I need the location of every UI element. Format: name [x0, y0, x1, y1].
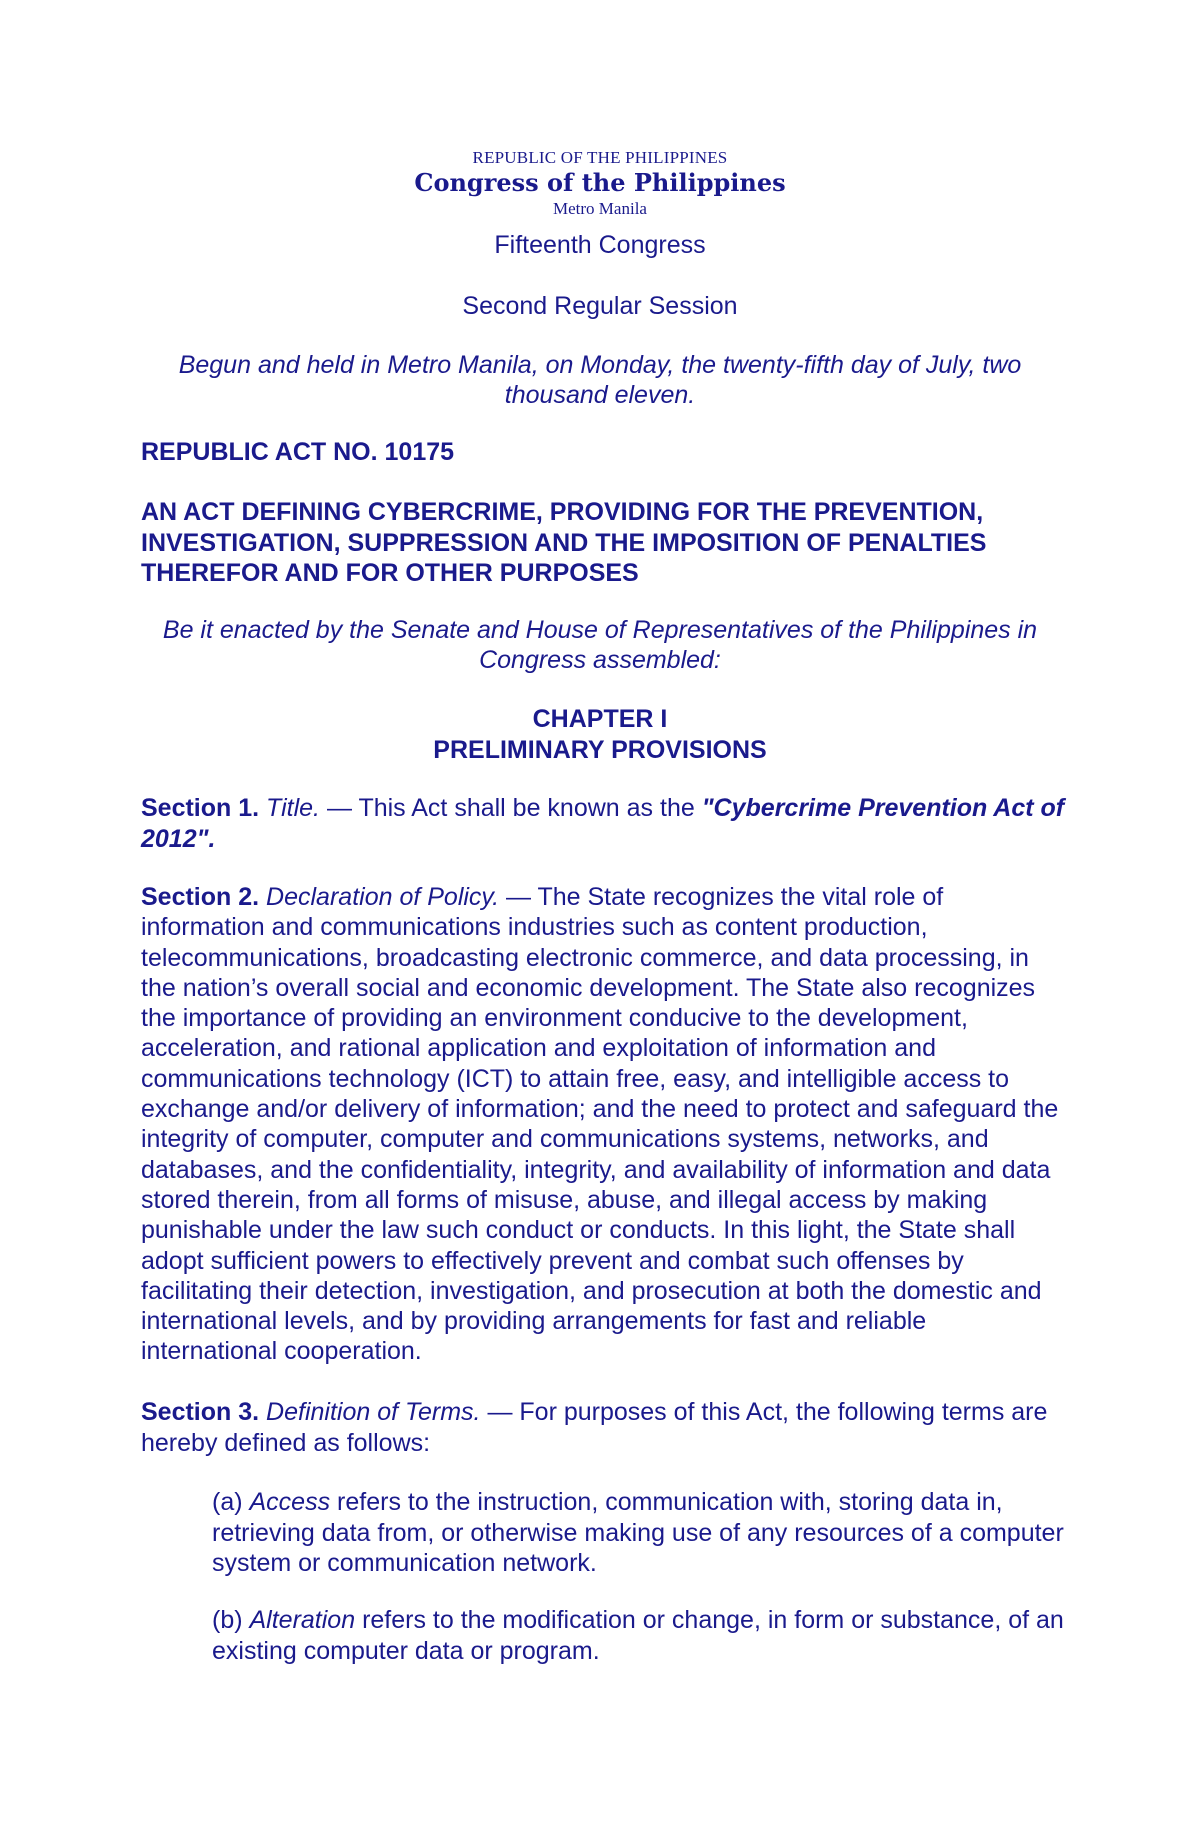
enacting-clause: Be it enacted by the Senate and House of Representatives of the Philippines in Congress assembled: [162, 616, 1038, 674]
definition-term: Access [249, 1488, 331, 1516]
session-name: Second Regular Session [462, 292, 738, 320]
definition-marker: (a) [212, 1488, 250, 1516]
congress-number: Fifteenth Congress [494, 231, 706, 259]
letterhead-city: Metro Manila [553, 199, 647, 218]
chapter-title: PRELIMINARY PROVISIONS [433, 736, 767, 764]
definition-marker: (b) [212, 1606, 250, 1634]
section-2 [141, 882, 1066, 1367]
section-2-heading: Declaration of Policy. [266, 883, 500, 911]
chapter-number: CHAPTER I [532, 705, 668, 733]
section-3-text: — For purposes of this Act, the following terms are hereby defined as follows: [141, 1398, 1048, 1457]
section-1-heading: Title. [266, 794, 321, 822]
begun-clause: Begun and held in Metro Manila, on Monday, the twenty-fifth day of July, two thousand eleven. [178, 351, 1022, 409]
definition-text: refers to the modification or change, in form or substance, of an existing computer data or program. [212, 1606, 1064, 1665]
section-1-label: Section 1. [141, 794, 260, 822]
definition-access [212, 1487, 1072, 1579]
section-1-short-title: "Cybercrime Prevention Act of 2012". [141, 794, 1065, 853]
act-number: REPUBLIC ACT NO. 10175 [141, 438, 455, 466]
act-title: AN ACT DEFINING CYBERCRIME, PROVIDING FOR THE PREVENTION, INVESTIGATION, SUPPRESSION AND THE IMPOSITION OF PENALTIES THEREFOR AND FOR OTHER PURPOSES [141, 498, 987, 587]
section-2-label: Section 2. [141, 883, 260, 911]
letterhead-congress: Congress of the Philippines [414, 168, 786, 197]
definition-text: refers to the instruction, communication with, storing data in, retrieving data from, or otherwise making use of any resources of a computer system or communication network. [212, 1488, 1064, 1577]
letterhead [0, 148, 1200, 220]
section-1-text: — This Act shall be known as the [320, 794, 702, 822]
section-3 [141, 1397, 1066, 1458]
section-2-text: — The State recognizes the vital role of information and communications industries such as content production, telecommunications, broadcasting electronic commerce, and data processing, in the nation’s overall social and economic development. The State also recognizes the importance of providing an environment conducive to the development, acceleration, and rational application and exploitation of information and communications technology (ICT) to attain free, easy, and intelligible access to exchange and/or delivery of information; and the need to protect and safeguard the integrity of computer, computer and communications systems, networks, and databases, and the confidentiality, integrity, and availability of information and data stored therein, from all forms of misuse, abuse, and illegal access by making punishable under the law such conduct or conducts. In this light, the State shall adopt sufficient powers to effectively prevent and combat such offenses by facilitating their detection, investigation, and prosecution at both the domestic and international levels, and by providing arrangements for fast and reliable international cooperation. [141, 883, 1059, 1366]
definition-term: Alteration [249, 1606, 356, 1634]
definition-alteration [212, 1605, 1072, 1666]
section-1 [141, 793, 1066, 854]
section-3-heading: Definition of Terms. [266, 1398, 481, 1426]
section-3-label: Section 3. [141, 1398, 260, 1426]
letterhead-republic: REPUBLIC OF THE PHILIPPINES [472, 148, 728, 167]
